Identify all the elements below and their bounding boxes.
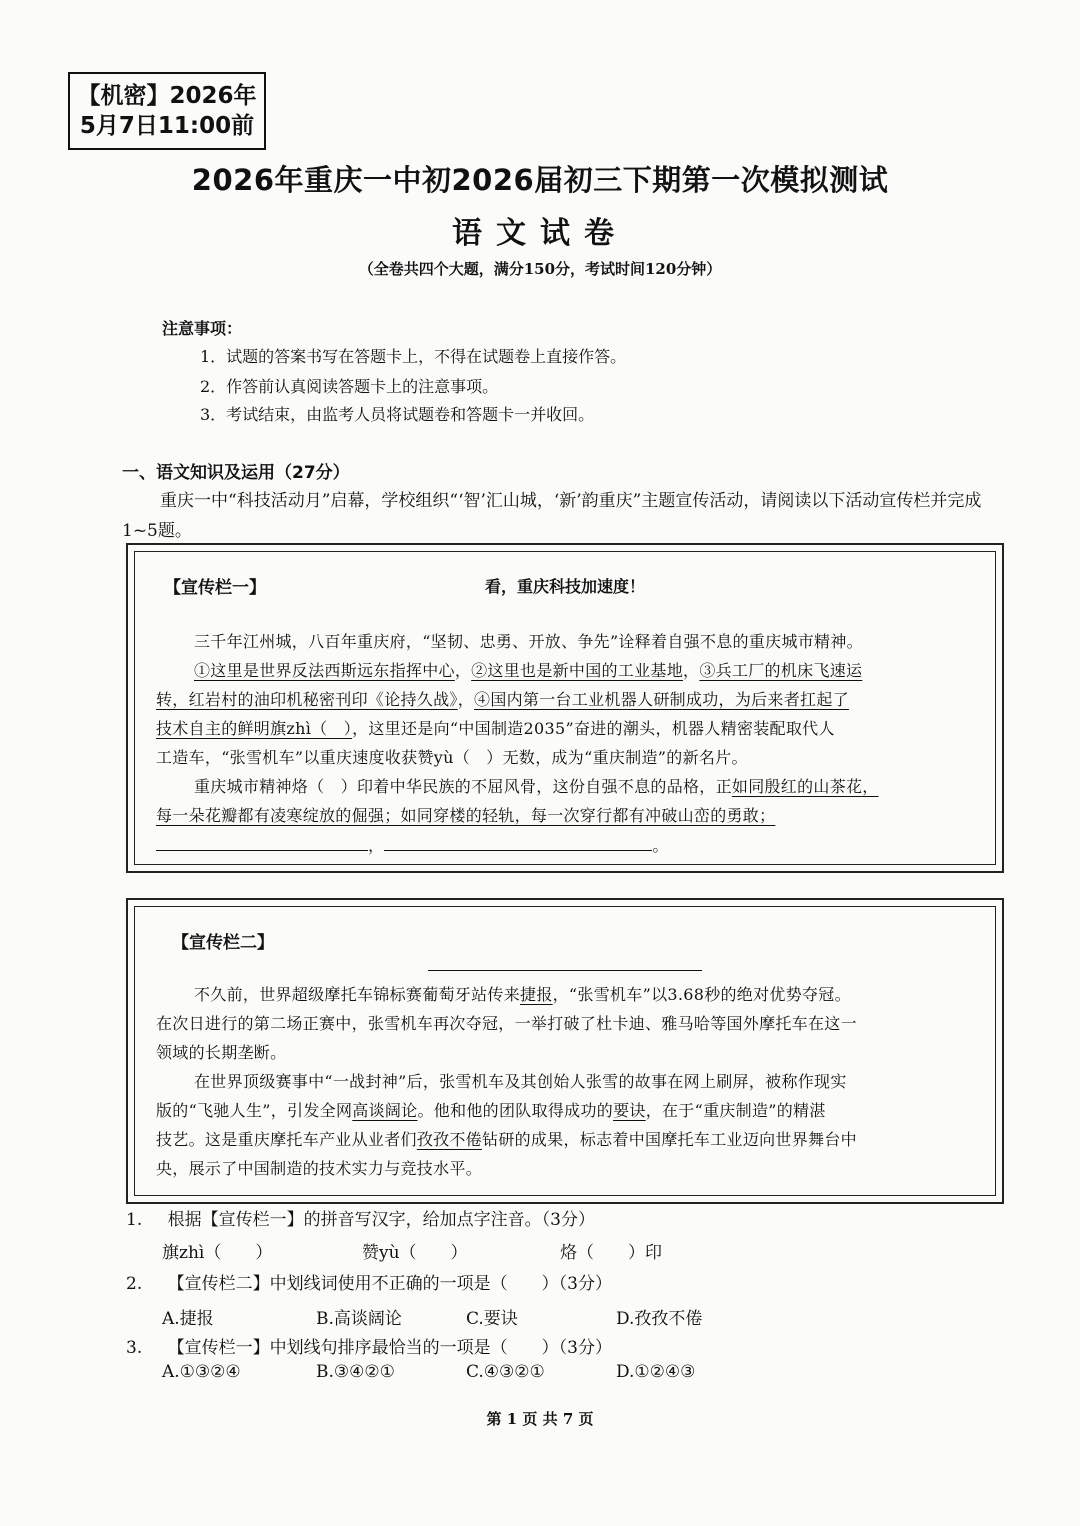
panel-2-text-5c: ，在于“重庆制造”的精湛: [645, 1101, 826, 1120]
confidential-line-2: 5月7日11:00前: [79, 113, 255, 139]
section-1-heading: 一、语文知识及运用（27分）: [122, 463, 350, 483]
panel-2-body: [156, 980, 986, 1183]
notice-item-1: 1．试题的答案书写在答题卡上，不得在试题卷上直接作答。: [200, 347, 627, 366]
panel-2-line-3: 领域的长期垄断。: [156, 1043, 287, 1062]
page-number: 第 1 页 共 7 页: [486, 1410, 594, 1428]
panel-1-body: [156, 627, 986, 860]
panel-1-line-5: [156, 743, 986, 772]
notice-item-3: 3．考试结束，由监考人员将试题卷和答题卡一并收回。: [200, 405, 595, 424]
panel-1: [126, 543, 1004, 873]
panel-1-line-6: [156, 772, 986, 801]
q3-option-b[interactable]: B.③④②①: [316, 1362, 395, 1382]
q2-option-a[interactable]: A.捷报: [162, 1309, 214, 1329]
sentence-4a: ④国内第一台工业机器人研制成功，为后来者扛起了: [474, 690, 849, 709]
fill-blank-1[interactable]: [156, 830, 368, 851]
panel-1-heading: 看，重庆科技加速度！: [484, 577, 645, 596]
confidential-box: [68, 72, 266, 150]
q1-item-b: 赞yù（ ）: [362, 1243, 468, 1263]
question-2-number: 2.: [126, 1274, 143, 1294]
panel-2: [126, 898, 1004, 1204]
panel-1-para2-underline-1: 如同殷红的山茶花，: [731, 777, 879, 796]
word-yaojue: 要诀: [613, 1101, 646, 1120]
section-1-intro: 重庆一中“科技活动月”启幕，学校组织“‘智’汇山城，‘新’韵重庆”主题宣传活动，请阅读以下活动宣传栏并完成1~5题。: [122, 491, 982, 541]
question-3-text: 【宣传栏一】中划线句排序最恰当的一项是（ ）（3分）: [167, 1338, 612, 1358]
panel-1-line-3: 转，红岩村的油印机秘密刊印《论持久战》，④国内第一台工业机器人研制成功，为后来者扛起了: [156, 690, 849, 709]
panel-2-text-1b: ，“张雪机车”以3.68秒的绝对优势夺冠。: [552, 985, 851, 1004]
word-zizi: 孜孜不倦: [416, 1130, 483, 1149]
q2-option-b[interactable]: B.高谈阔论: [316, 1309, 402, 1329]
panel-2-label: 【宣传栏二】: [172, 933, 274, 953]
panel-2-line-7: 央，展示了中国制造的技术实力与竞技水平。: [156, 1159, 483, 1178]
question-3: [126, 1334, 612, 1362]
panel-2-text-6b: 钻研的成果，标志着中国摩托车工业迈向世界舞台中: [482, 1130, 857, 1149]
panel-1-line-8: [156, 830, 986, 860]
question-3-number: 3.: [126, 1338, 143, 1358]
question-2-text: 【宣传栏二】中划线词使用不正确的一项是（ ）（3分）: [167, 1274, 612, 1294]
panel-1-text-mid: ，这里还是向“中国制造2035”奋进的潮头，机器人精密装配取代人: [352, 719, 835, 738]
confidential-line-1: 【机密】2026年: [77, 83, 257, 109]
fill-blank-2[interactable]: [384, 830, 652, 851]
sentence-2: ②这里也是新中国的工业基地: [471, 661, 684, 680]
notice-item-2: 2．作答前认真阅读答题卡上的注意事项。: [200, 377, 499, 396]
q2-option-d[interactable]: D.孜孜不倦: [616, 1309, 703, 1329]
panel-2-title-blank[interactable]: [428, 970, 702, 971]
notice-heading: 注意事项：: [162, 319, 243, 338]
panel-1-line-7: [156, 801, 986, 830]
panel-1-text-line5: 工造车，“张雪机车”以重庆速度收获赞yù（ ）无数，成为“重庆制造”的新名片。: [156, 748, 748, 767]
panel-1-para2-start: 重庆城市精神烙（ ）印着中华民族的不屈风骨，这份自强不息的品格，正: [194, 777, 732, 796]
panel-2-line-1: [156, 980, 986, 1009]
sentence-3b: 转，红岩村的油印机秘密刊印《论持久战》: [156, 690, 458, 709]
q3-option-c[interactable]: C.④③②①: [466, 1362, 545, 1382]
q3-option-a[interactable]: A.①③②④: [162, 1362, 241, 1382]
panel-2-line-4: 在世界顶级赛事中“一战封神”后，张雪机车及其创始人张雪的故事在网上刷屏，被称作现实: [194, 1072, 847, 1091]
panel-2-line-6: [156, 1125, 986, 1154]
panel-1-para2-underline-2: 每一朵花瓣都有凌寒绽放的倔强；如同穿楼的轻轨，每一次穿行都有冲破山峦的勇敢；: [156, 806, 776, 825]
q1-item-c: 烙（ ）印: [560, 1243, 662, 1263]
panel-2-text-1a: 不久前，世界超级摩托车锦标赛葡萄牙站传来: [194, 985, 521, 1004]
panel-1-label: 【宣传栏一】: [164, 578, 266, 598]
panel-1-line-2: ①这里是世界反法西斯远东指挥中心，②这里也是新中国的工业基地，③兵工厂的机床飞速运: [194, 661, 863, 680]
q3-option-d[interactable]: D.①②④③: [616, 1362, 696, 1382]
q2-option-c[interactable]: C.要诀: [466, 1309, 518, 1329]
question-1: [126, 1206, 595, 1234]
question-1-number: 1.: [126, 1210, 143, 1230]
panel-2-text-5b: 。他和他的团队取得成功的: [417, 1101, 614, 1120]
sentence-3a: ③兵工厂的机床飞速运: [699, 661, 863, 680]
blank-comma: ，: [368, 836, 385, 855]
panel-2-text-6a: 技艺。这是重庆摩托车产业从业者们: [156, 1130, 417, 1149]
exam-title: 2026年重庆一中初2026届初三下期第一次模拟测试: [191, 163, 889, 197]
panel-1-line-1: [156, 627, 986, 656]
panel-2-line-2: 在次日进行的第二场正赛中，张雪机车再次夺冠，一举打破了杜卡迪、雅马哈等国外摩托车在这一: [156, 1014, 857, 1033]
question-2: [126, 1270, 612, 1298]
blank-period: 。: [652, 836, 669, 855]
q1-item-a: 旗zhì（ ）: [162, 1243, 273, 1263]
panel-1-text-start: 三千年江州城，八百年重庆府，“坚韧、忠勇、开放、争先”诠释着自强不息的重庆城市精神。: [194, 632, 863, 651]
panel-2-text-5a: 版的“飞驰人生”，引发全网: [156, 1101, 353, 1120]
panel-2-line-5: [156, 1096, 986, 1125]
exam-note: （全卷共四个大题，满分150分，考试时间120分钟）: [358, 260, 722, 278]
sentence-4b: 技术自主的鲜明旗zhì（ ）: [156, 719, 353, 738]
word-gaotan: 高谈阔论: [352, 1101, 418, 1120]
exam-subtitle: 语文试卷: [452, 216, 628, 251]
question-1-text: 根据【宣传栏一】的拼音写汉字，给加点字注音。（3分）: [167, 1210, 595, 1230]
panel-1-line-4: [156, 714, 986, 743]
sentence-1: ①这里是世界反法西斯远东指挥中心: [194, 661, 455, 680]
word-jiebao: 捷报: [520, 985, 553, 1004]
